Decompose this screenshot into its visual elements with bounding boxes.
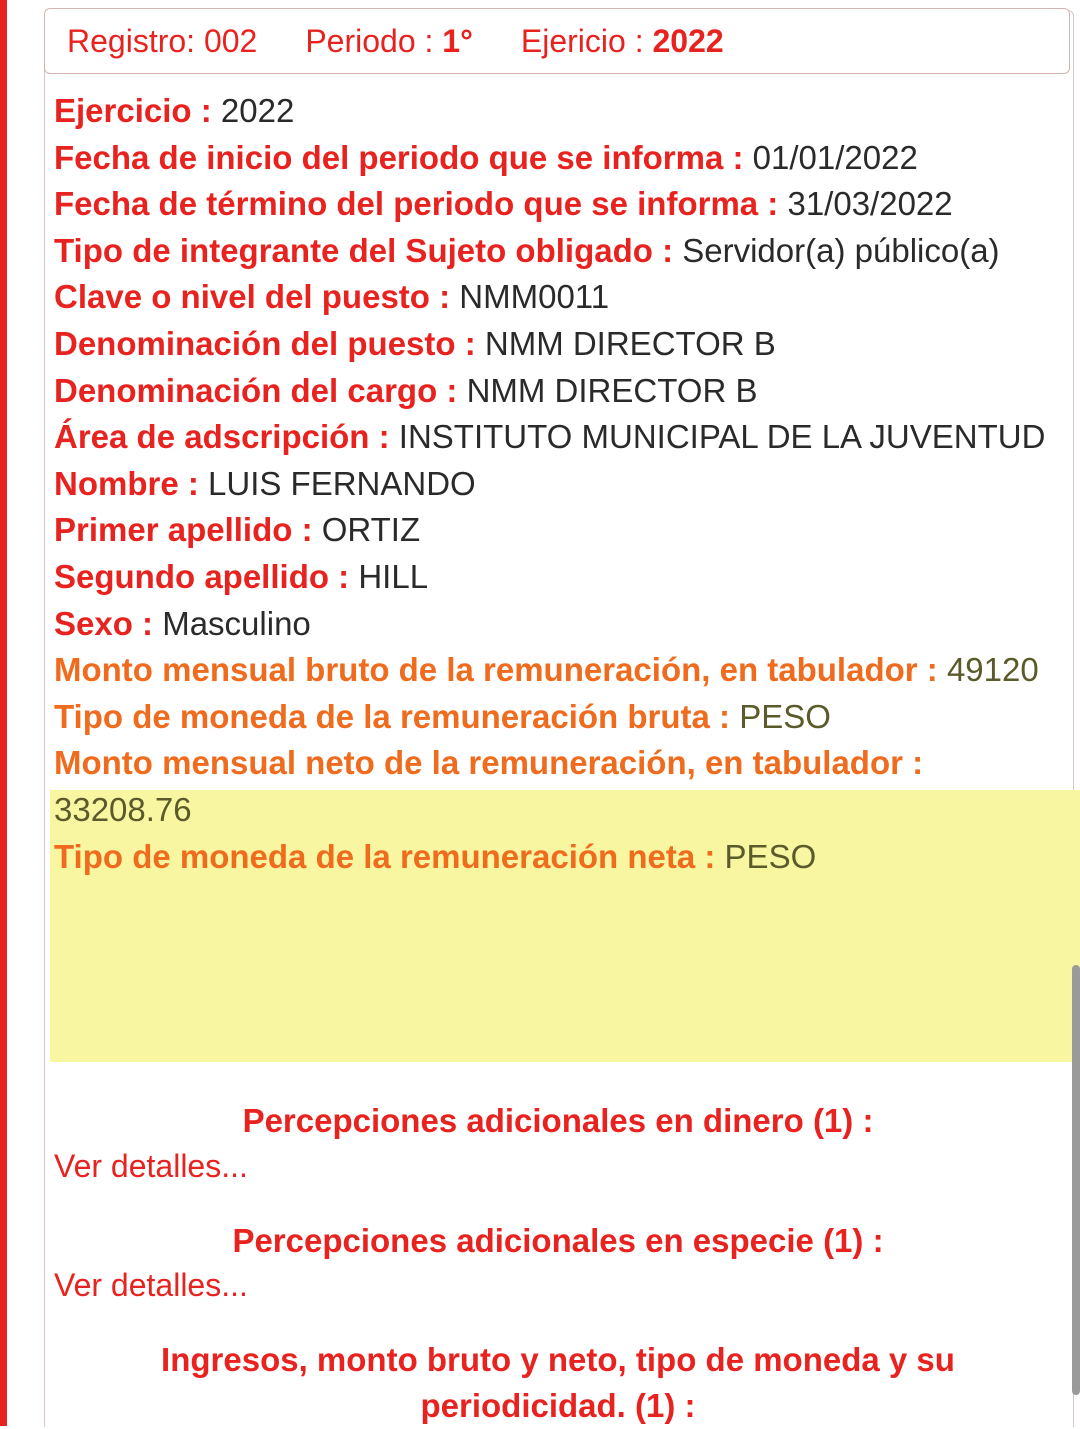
field-value: PESO	[739, 697, 831, 735]
field-value: Servidor(a) público(a)	[682, 231, 1000, 269]
field-ejercicio	[54, 88, 1054, 135]
field-value: PESO	[724, 837, 817, 875]
field-label: Segundo apellido :	[54, 557, 350, 595]
field-fecha-termino	[54, 181, 1054, 228]
field-nombre	[54, 461, 1054, 508]
field-value: NMM DIRECTOR B	[484, 324, 776, 362]
field-clave-puesto	[54, 274, 1054, 321]
scrollbar-thumb[interactable]	[1072, 965, 1080, 1395]
registro-label: Registro: 002	[67, 22, 258, 59]
record-header	[44, 8, 1070, 74]
left-accent-bar	[0, 0, 7, 1426]
field-label: Ejercicio :	[54, 92, 212, 129]
ver-detalles-dinero-link[interactable]: Ver detalles...	[54, 1148, 248, 1184]
field-segundo-apellido	[54, 554, 1054, 601]
field-area-adscripcion	[54, 414, 1054, 461]
field-label: Sexo :	[54, 604, 154, 642]
field-label: Clave o nivel del puesto :	[54, 278, 451, 316]
periodo-label: Periodo :	[305, 22, 443, 59]
field-denominacion-cargo	[54, 368, 1054, 415]
field-value: NMM DIRECTOR B	[466, 371, 758, 409]
field-label: Monto mensual neto de la remuneración, en tabulador :	[54, 744, 924, 782]
field-label: Fecha de término del periodo que se informa :	[54, 185, 779, 223]
periodo-info	[305, 23, 473, 60]
field-value: NMM0011	[459, 278, 610, 316]
field-label: Tipo de integrante del Sujeto obligado :	[54, 231, 674, 269]
field-label: Área de adscripción :	[54, 418, 390, 456]
highlighted-fields	[54, 647, 1054, 880]
field-label: Denominación del puesto :	[54, 324, 476, 362]
section-title-ingresos: Ingresos, monto bruto y neto, tipo de moneda y su periodicidad. (1) :	[161, 1341, 955, 1424]
field-value: Masculino	[162, 604, 311, 642]
section-title-dinero: Percepciones adicionales en dinero (1) :	[242, 1102, 874, 1139]
field-label: Fecha de inicio del periodo que se informa :	[54, 138, 744, 176]
field-label: Nombre :	[54, 464, 199, 502]
field-label: Tipo de moneda de la remuneración bruta :	[54, 697, 731, 735]
record-fields	[54, 88, 1054, 880]
ejercicio-info	[521, 23, 724, 60]
field-value: ORTIZ	[321, 511, 421, 549]
field-primer-apellido	[54, 507, 1054, 554]
field-tipo-integrante	[54, 228, 1054, 275]
field-value: 49120	[946, 651, 1039, 689]
field-monto-neto	[54, 740, 1054, 833]
ver-detalles-especie-link[interactable]: Ver detalles...	[54, 1267, 248, 1303]
ejercicio-header-label: Ejericio :	[520, 22, 653, 59]
field-value: INSTITUTO MUNICIPAL DE LA JUVENTUD	[398, 418, 1046, 456]
field-value: 33208.76	[54, 790, 192, 828]
field-value: 01/01/2022	[752, 138, 918, 176]
periodo-value: 1°	[442, 22, 473, 59]
field-label: Denominación del cargo :	[54, 371, 458, 409]
field-sexo	[54, 601, 1054, 648]
field-value: HILL	[358, 557, 429, 595]
field-moneda-neta	[54, 834, 1054, 881]
ejercicio-header-value: 2022	[652, 22, 724, 59]
field-value: 2022	[220, 92, 295, 129]
field-fecha-inicio	[54, 135, 1054, 182]
field-moneda-bruta	[54, 694, 1054, 741]
field-label: Primer apellido :	[54, 511, 313, 549]
field-monto-bruto	[54, 647, 1054, 694]
section-title-especie: Percepciones adicionales en especie (1) :	[232, 1222, 884, 1259]
field-label: Tipo de moneda de la remuneración neta :	[54, 837, 716, 875]
field-value: LUIS FERNANDO	[208, 464, 476, 502]
field-label: Monto mensual bruto de la remuneración, en tabulador :	[54, 651, 938, 689]
field-value: 31/03/2022	[787, 185, 953, 223]
field-denominacion-puesto	[54, 321, 1054, 368]
